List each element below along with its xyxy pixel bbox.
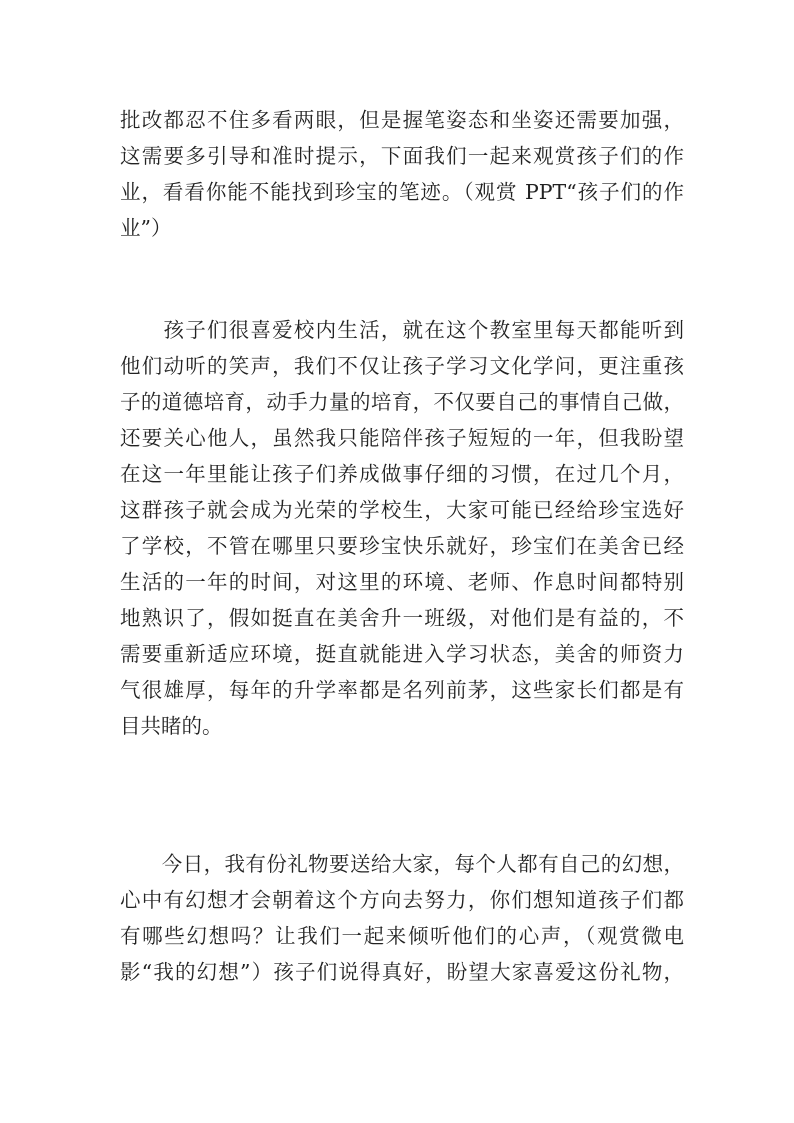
text-line: 这群孩子就会成为光荣的学校生，大家可能已经给珍宝选好 [120, 498, 684, 522]
text-line: 目共睹的。 [120, 714, 223, 738]
text-line: 了学校，不管在哪里只要珍宝快乐就好，珍宝们在美舍已经 [120, 534, 684, 558]
text-line: 影“我的幻想”）孩子们说得真好，盼望大家喜爱这份礼物， [120, 960, 684, 984]
text-line: 批改都忍不住多看两眼，但是握笔姿态和坐姿还需要加强， [120, 108, 684, 132]
text-line: 他们动听的笑声，我们不仅让孩子学习文化学问，更注重孩 [120, 354, 684, 378]
text-line: 地熟识了，假如挺直在美舍升一班级，对他们是有益的，不 [120, 606, 684, 630]
text-line: 需要重新适应环境，挺直就能进入学习状态，美舍的师资力 [120, 642, 684, 666]
text-line: 这需要多引导和准时提示，下面我们一起来观赏孩子们的作 [120, 144, 684, 168]
paragraph-2 [120, 312, 684, 744]
text-line: 业”） [120, 216, 172, 240]
text-line: 子的道德培育，动手力量的培育，不仅要自己的事情自己做， [120, 390, 684, 414]
text-line: 孩子们很喜爱校内生活，就在这个教室里每天都能听到 [120, 318, 684, 342]
text-line: 业，看看你能不能找到珍宝的笔迹。（观赏 PPT“孩子们的作 [120, 180, 684, 204]
text-line: 生活的一年的时间，对这里的环境、老师、作息时间都特别 [120, 570, 684, 594]
text-line: 有哪些幻想吗？让我们一起来倾听他们的心声，（观赏微电 [120, 924, 684, 948]
paragraph-1 [120, 102, 684, 246]
text-line: 在这一年里能让孩子们养成做事仔细的习惯，在过几个月， [120, 462, 684, 486]
text-line: 还要关心他人，虽然我只能陪伴孩子短短的一年，但我盼望 [120, 426, 684, 450]
text-line: 心中有幻想才会朝着这个方向去努力，你们想知道孩子们都 [120, 888, 684, 912]
text-line: 今日，我有份礼物要送给大家，每个人都有自己的幻想， [120, 852, 684, 876]
paragraph-3 [120, 846, 684, 990]
text-line: 气很雄厚，每年的升学率都是名列前茅，这些家长们都是有 [120, 678, 684, 702]
